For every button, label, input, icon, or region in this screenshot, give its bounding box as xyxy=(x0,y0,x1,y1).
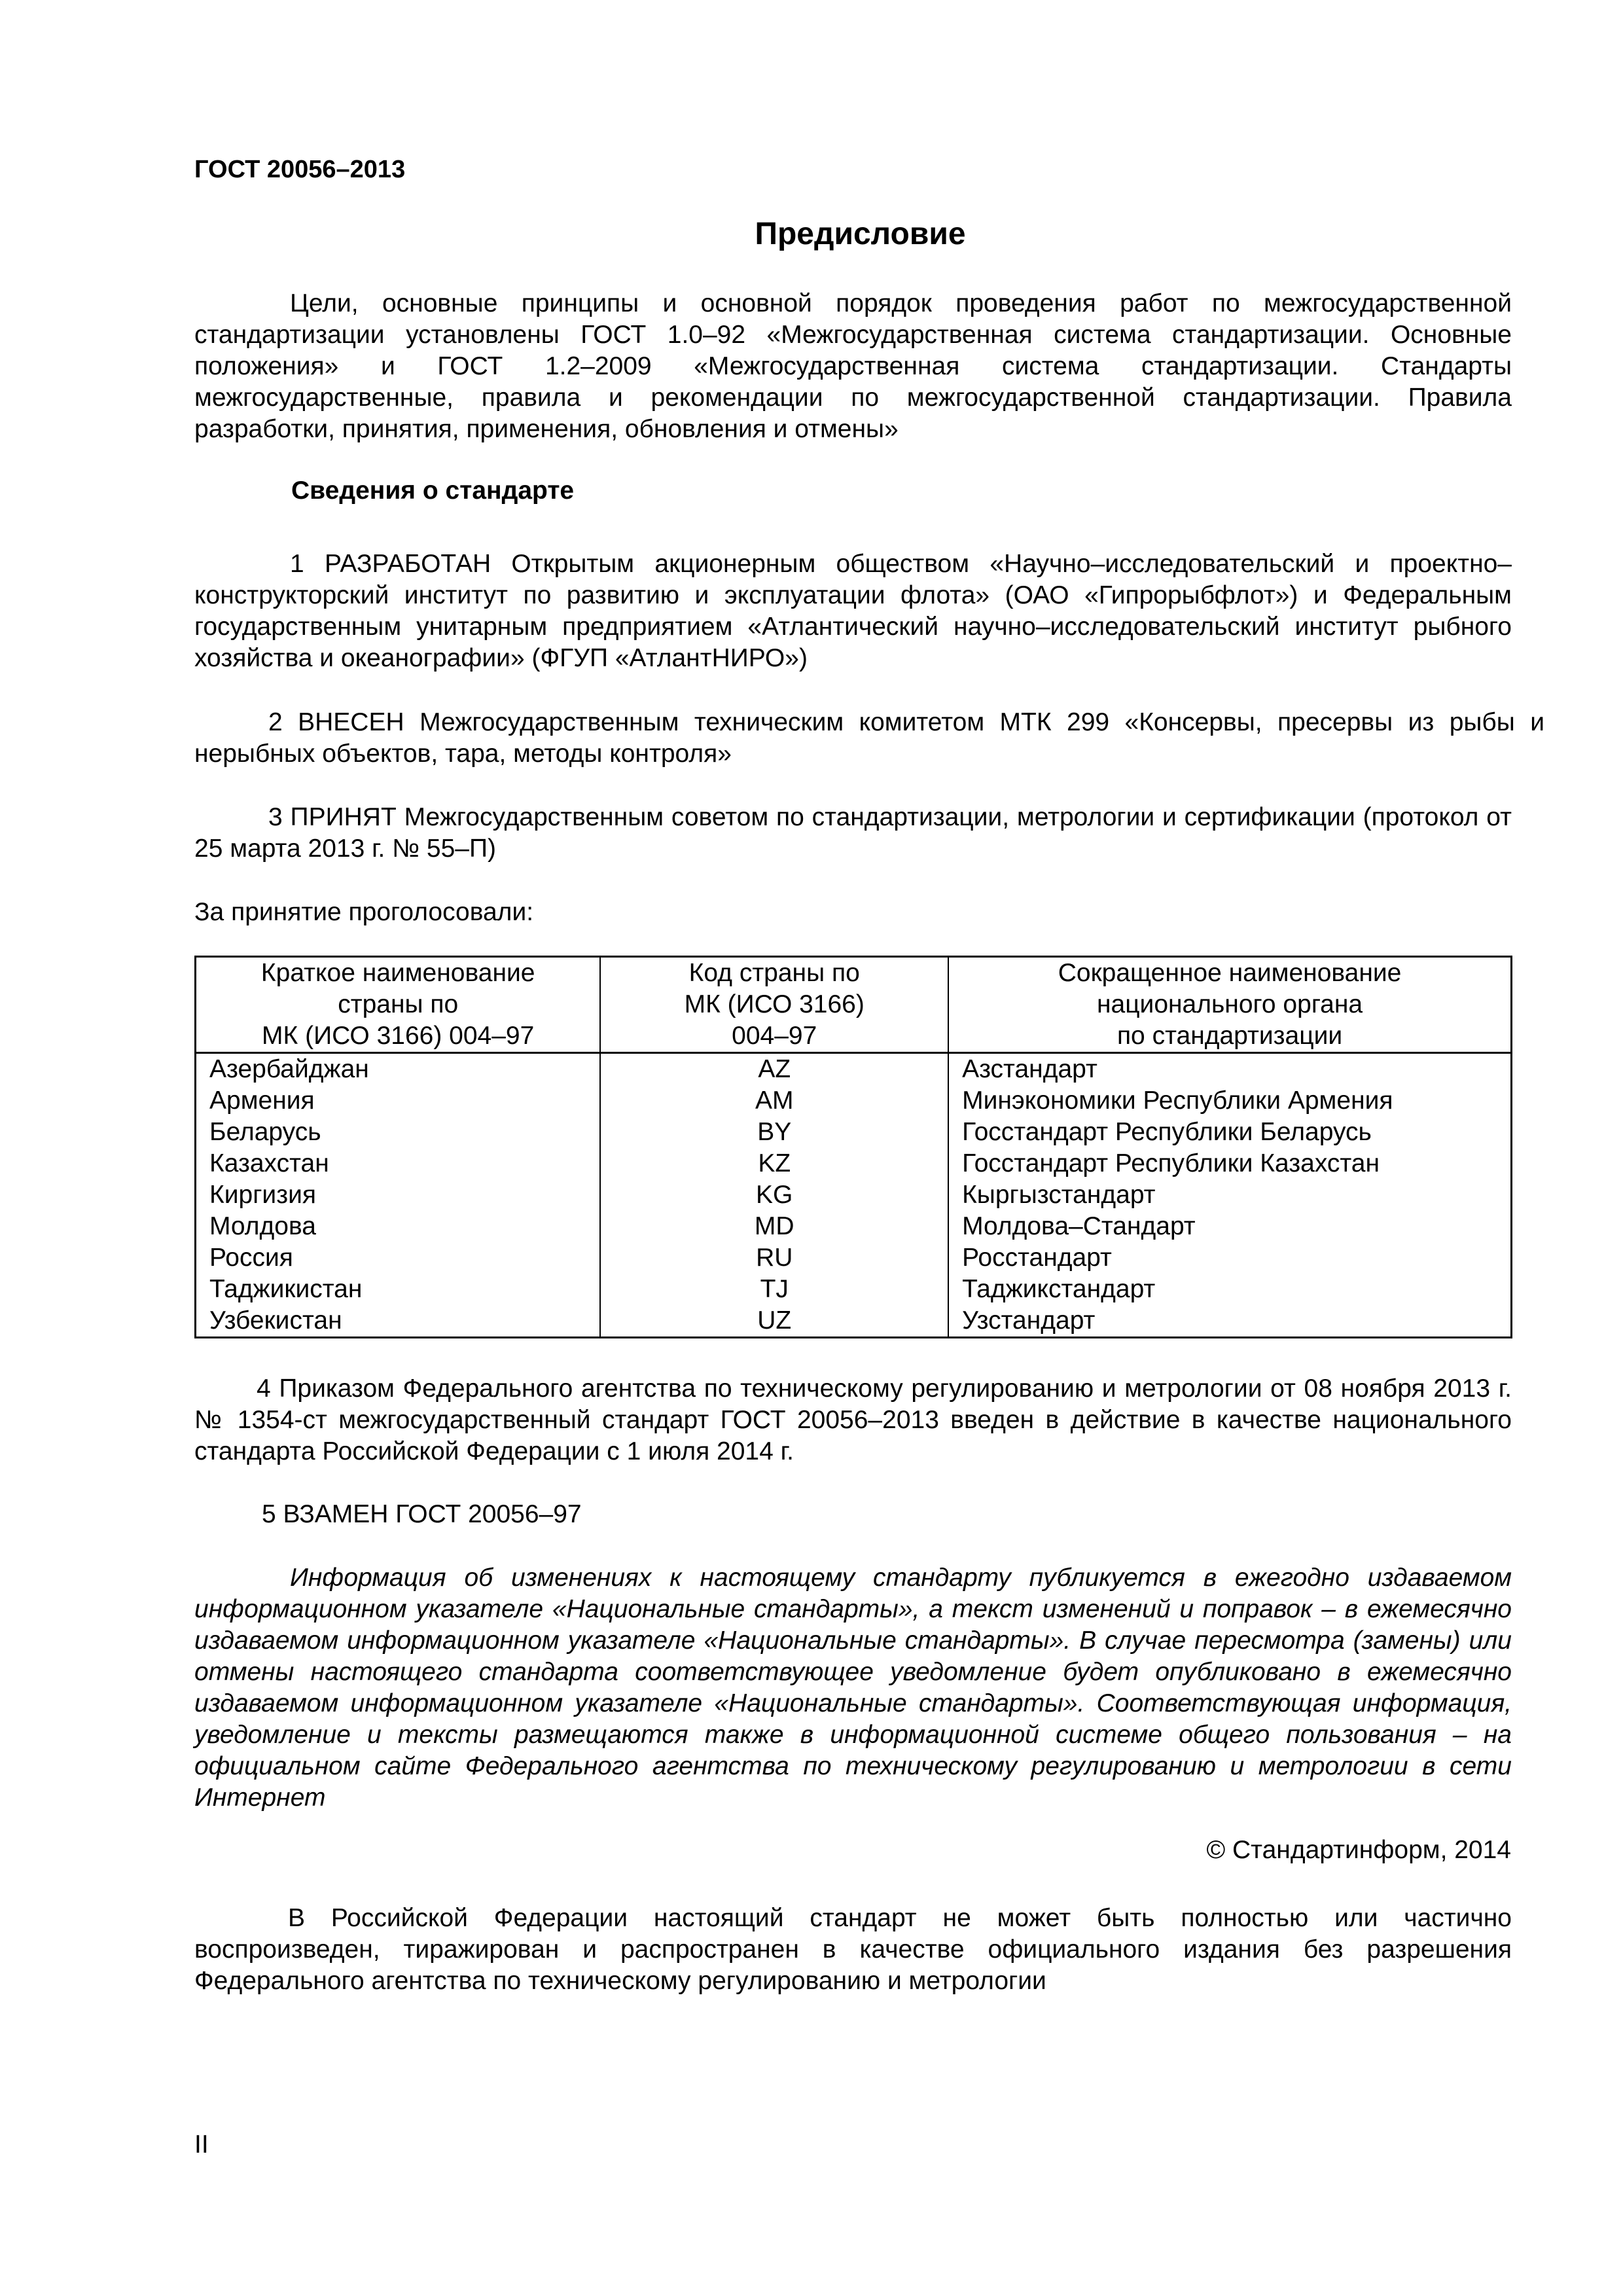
table-header-line: страны по xyxy=(338,990,459,1018)
country-code-cell: AM xyxy=(600,1085,948,1117)
country-code-cell: BY xyxy=(600,1117,948,1148)
standards-body-cell: Госстандарт Республики Казахстан xyxy=(948,1148,1511,1179)
standards-body-cell: Минэкономики Республики Армения xyxy=(948,1085,1511,1117)
table-row xyxy=(196,1148,1512,1179)
table-body xyxy=(196,1053,1512,1338)
page-title: Предисловие xyxy=(755,217,966,251)
table-row xyxy=(196,1211,1512,1242)
copyright: © Стандартинформ, 2014 xyxy=(1206,1836,1511,1864)
reproduction-note: В Российской Федерации настоящий стандарт не может быть полностью или частично воспроизведен, тиражирован и распространен в качестве официального издания без разрешения Федерального агентства по техническому регулированию и метрологии xyxy=(194,1904,1512,1995)
country-code-cell: RU xyxy=(600,1242,948,1274)
standards-body-cell: Росстандарт xyxy=(948,1242,1511,1274)
table-row xyxy=(196,1053,1512,1086)
country-code-cell: TJ xyxy=(600,1274,948,1305)
country-code-cell: KZ xyxy=(600,1148,948,1179)
item-replaces: 5 ВЗАМЕН ГОСТ 20056–97 xyxy=(262,1500,582,1528)
table-header-line: Сокращенное наименование xyxy=(1058,959,1402,987)
table-header-cell xyxy=(600,957,948,1053)
table-header-line: национального органа xyxy=(1096,990,1363,1018)
standards-body-cell: Таджикстандарт xyxy=(948,1274,1511,1305)
table-header-line: МК (ИСО 3166) 004–97 xyxy=(262,1022,535,1050)
table-row xyxy=(196,1085,1512,1117)
standards-body-cell: Азстандарт xyxy=(948,1053,1511,1086)
table-header-cell xyxy=(196,957,601,1053)
voted-label: За принятие проголосовали: xyxy=(194,898,534,926)
standards-body-cell: Госстандарт Республики Беларусь xyxy=(948,1117,1511,1148)
item-introduced: 2 ВНЕСЕН Межгосударственным техническим комитетом МТК 299 «Консервы, пресервы из рыбы и нерыбных объектов, тара, методы контроля» xyxy=(194,708,1544,768)
table-header-line: по стандартизации xyxy=(1116,1022,1343,1050)
country-name-cell: Россия xyxy=(196,1242,601,1274)
item-developed: 1 РАЗРАБОТАН Открытым акционерным обществом «Научно–исследовательский и проектно–конструкторский институт по развитию и эксплуатации флота» (ОАО «Гипрорыбфлот») и Федеральным государственным унитарным предприятием «Атлантический научно–исследовательский институт рыбного хозяйства и океанографии» (ФГУП «АтлантНИРО») xyxy=(194,550,1512,672)
country-name-cell: Армения xyxy=(196,1085,601,1117)
table-header-line: Краткое наименование xyxy=(260,959,535,987)
table-header-cell xyxy=(948,957,1511,1053)
table-row xyxy=(196,1305,1512,1338)
table-row xyxy=(196,1242,1512,1274)
country-code-cell: MD xyxy=(600,1211,948,1242)
country-code-cell: AZ xyxy=(600,1053,948,1086)
standards-body-cell: Молдова–Стандарт xyxy=(948,1211,1511,1242)
section-heading: Сведения о стандарте xyxy=(291,476,575,505)
country-name-cell: Узбекистан xyxy=(196,1305,601,1338)
table-row xyxy=(196,1117,1512,1148)
standards-body-cell: Кыргызстандарт xyxy=(948,1179,1511,1211)
country-name-cell: Киргизия xyxy=(196,1179,601,1211)
country-code-cell: KG xyxy=(600,1179,948,1211)
country-name-cell: Молдова xyxy=(196,1211,601,1242)
page-number: II xyxy=(194,2130,209,2159)
item-order: 4 Приказом Федерального агентства по техническому регулированию и метрологии от 08 ноября 2013 г. № 1354-ст межгосударственный стандарт ГОСТ 20056–2013 введен в действие в качестве национального стандарта Российской Федерации с 1 июля 2014 г. xyxy=(194,1374,1512,1465)
country-name-cell: Таджикистан xyxy=(196,1274,601,1305)
country-name-cell: Азербайджан xyxy=(196,1053,601,1086)
item-adopted: 3 ПРИНЯТ Межгосударственным советом по стандартизации, метрологии и сертификации (протокол от 25 марта 2013 г. № 55–П) xyxy=(194,803,1512,863)
preface-paragraph: Цели, основные принципы и основной порядок проведения работ по межгосударственной стандартизации установлены ГОСТ 1.0–92 «Межгосударственная система стандартизации. Основные положения» и ГОСТ 1.2–2009 «Межгосударственная система стандартизации. Стандарты межгосударственные, правила и рекомендации по межгосударственной стандартизации. Правила разработки, принятия, применения, обновления и отмены» xyxy=(194,289,1512,443)
country-code-cell: UZ xyxy=(600,1305,948,1338)
table-header-row xyxy=(196,957,1512,1053)
standards-body-cell: Узстандарт xyxy=(948,1305,1511,1338)
table-header-line: МК (ИСО 3166) xyxy=(684,990,865,1018)
table-header-line: Код страны по xyxy=(688,959,860,987)
table-row xyxy=(196,1179,1512,1211)
document-code: ГОСТ 20056–2013 xyxy=(194,156,406,183)
info-note: Информация об изменениях к настоящему стандарту публикуется в ежегодно издаваемом информационном указателе «Национальные стандарты», а текст изменений и поправок – в ежемесячно издаваемом информационном указателе «Национальные стандарты». В случае пересмотра (замены) или отмены настоящего стандарта соответствующее уведомление будет опубликовано в ежемесячно издаваемом информационном указателе «Национальные стандарты». Соответствующая информация, уведомление и тексты размещаются также в информационной системе общего пользования – на официальном сайте Федерального агентства по техническому регулированию и метрологии в сети Интернет xyxy=(194,1564,1512,1812)
table-header-line: 004–97 xyxy=(732,1022,817,1050)
country-name-cell: Казахстан xyxy=(196,1148,601,1179)
table-row xyxy=(196,1274,1512,1305)
country-name-cell: Беларусь xyxy=(196,1117,601,1148)
voting-table xyxy=(194,956,1512,1338)
